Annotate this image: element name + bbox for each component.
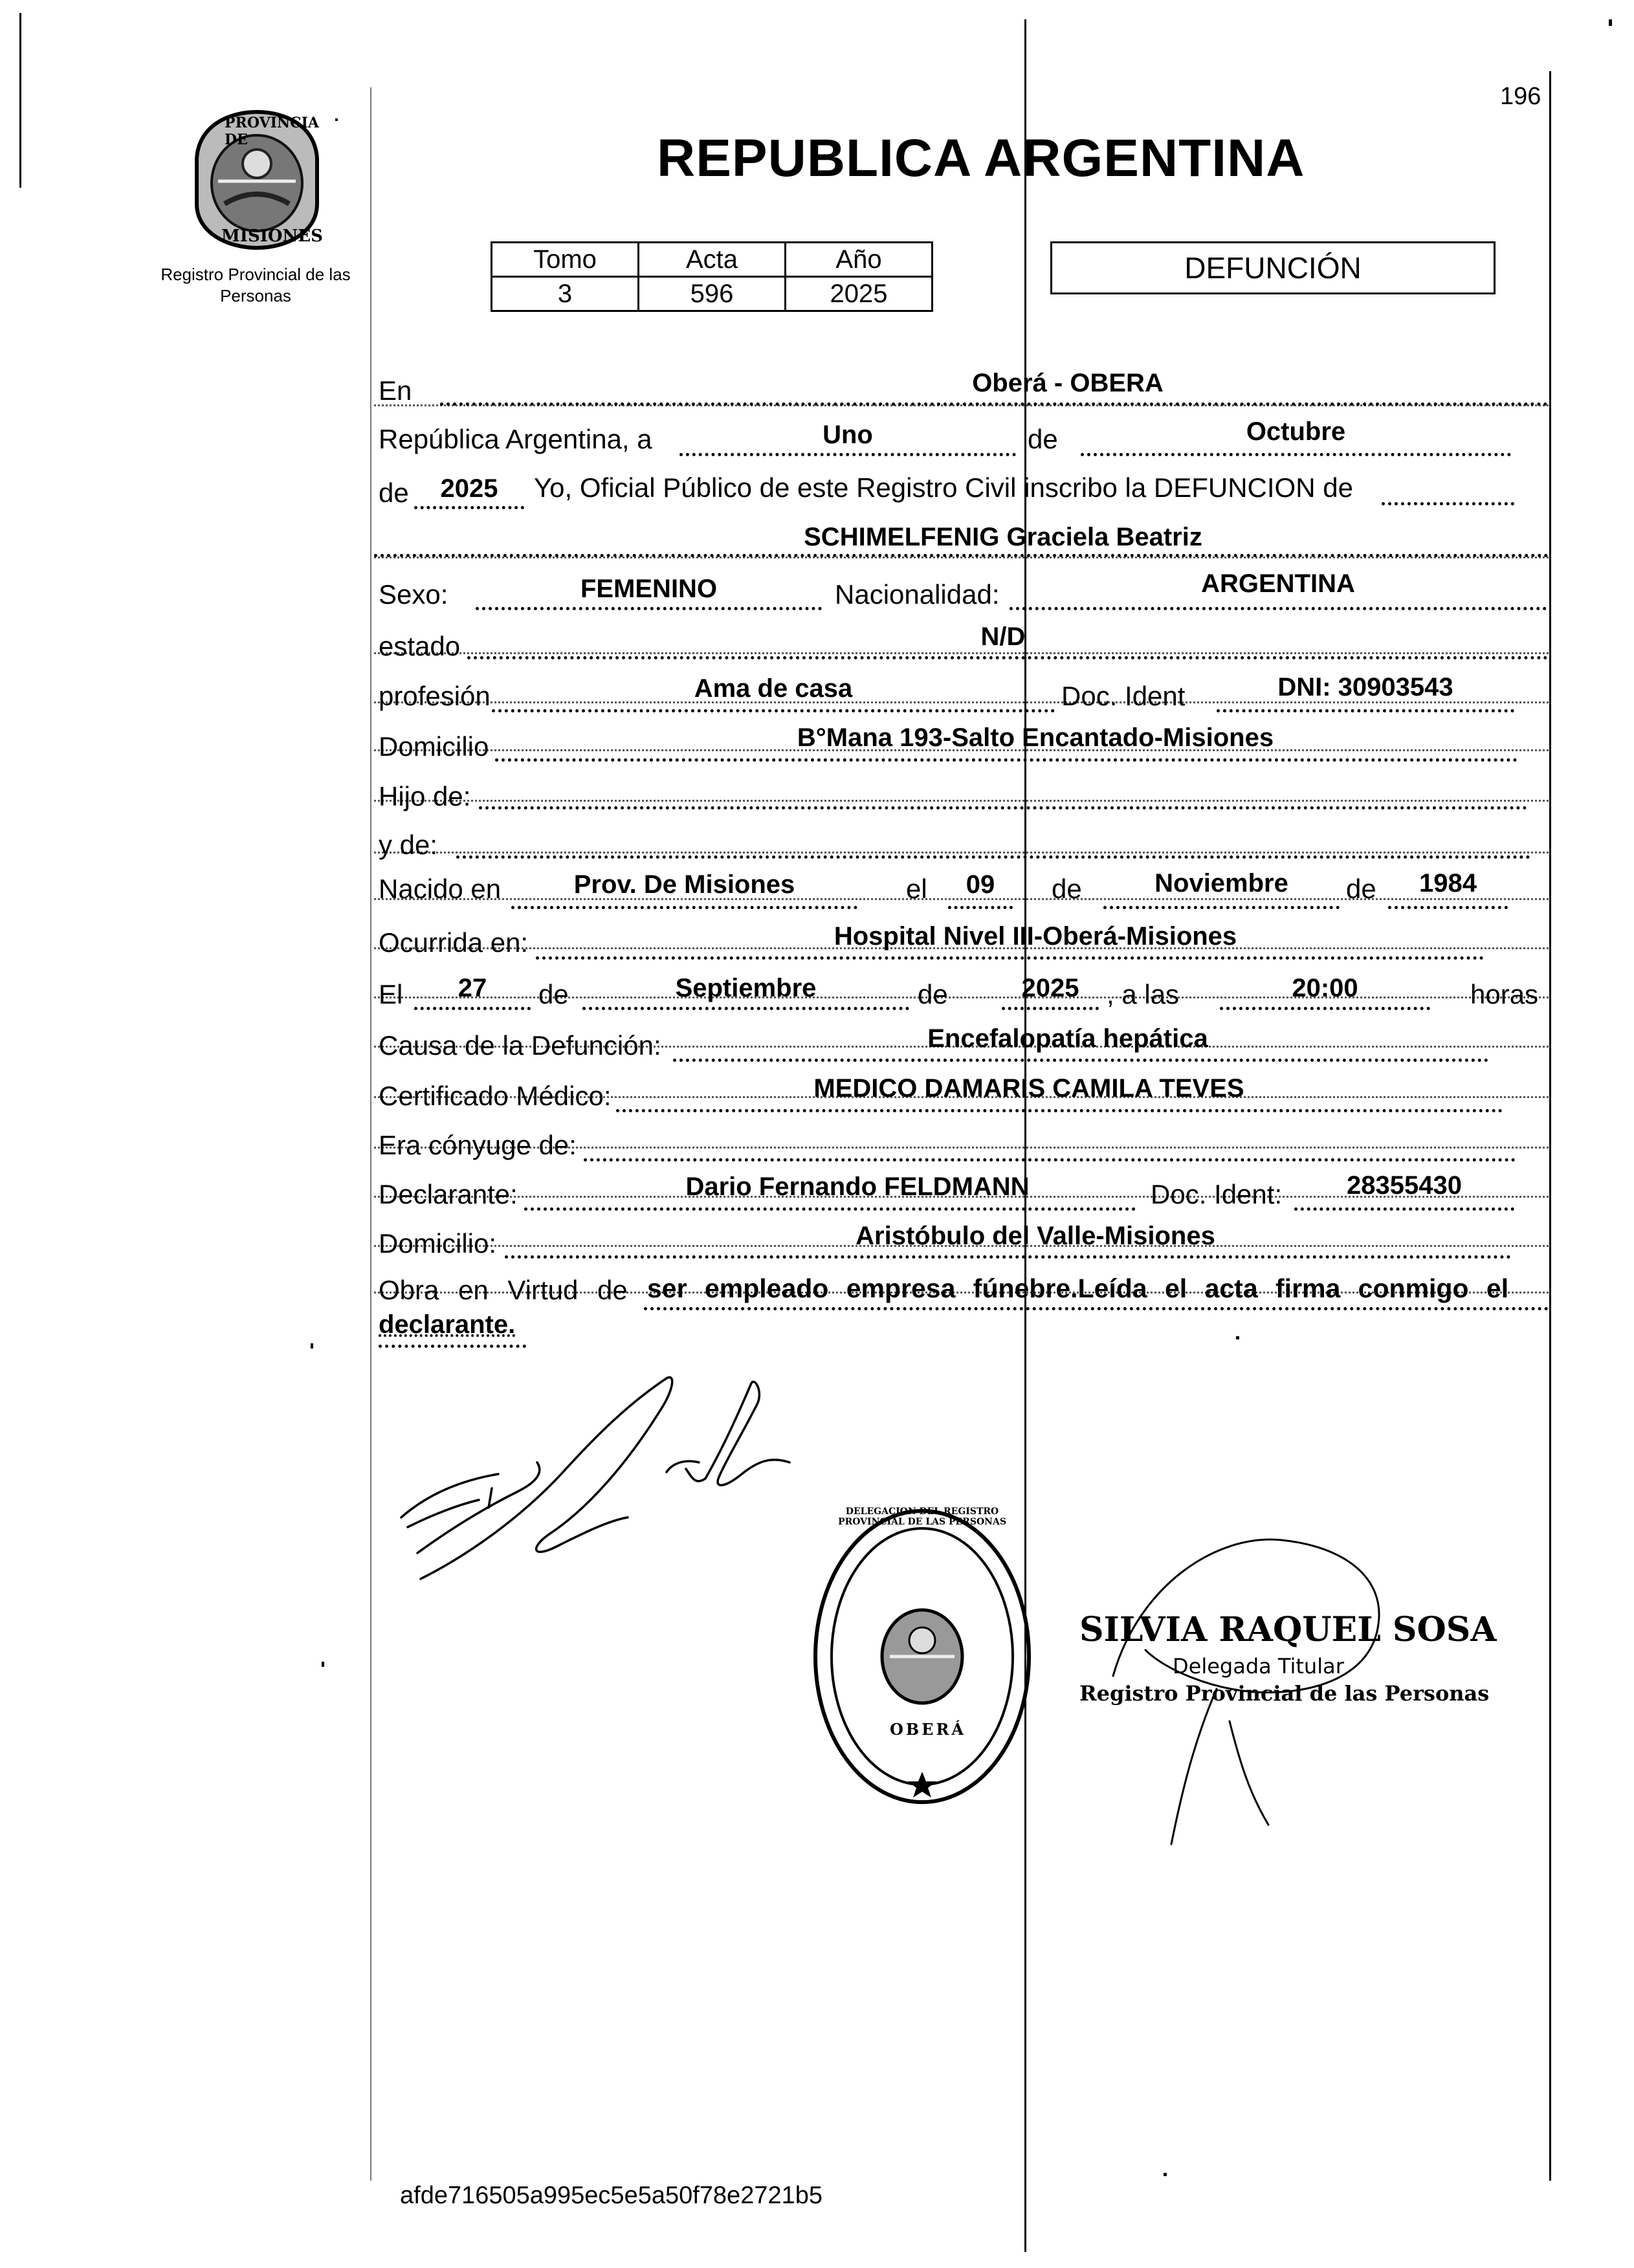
scan-line-left <box>19 13 21 188</box>
causa-label: Causa de la Defunción: <box>379 1030 661 1061</box>
birth-day: 09 <box>966 870 995 899</box>
ocurrida-dots <box>536 956 1484 960</box>
nacido-dots <box>511 906 857 909</box>
sexo-value: FEMENINO <box>580 575 718 603</box>
estado-dots <box>467 656 1548 659</box>
nacido-label: Nacido en <box>379 874 502 904</box>
birth-year-dots <box>1388 906 1508 909</box>
nacionalidad-value: ARGENTINA <box>1201 569 1355 598</box>
certificado-dots <box>616 1109 1503 1112</box>
inscribo-text: Yo, Oficial Público de este Registro Civil inscribo la DEFUNCION de <box>534 472 1353 503</box>
scan-dot <box>311 1343 313 1349</box>
fold-line <box>1024 19 1026 2252</box>
document-type: DEFUNCIÓN <box>1184 251 1362 285</box>
death-de2-label: de <box>918 979 948 1009</box>
crest-lettering-bottom: MISIONES <box>221 226 323 246</box>
domicilio2-label: Domicilio: <box>379 1228 497 1259</box>
domicilio-label: Domicilio <box>379 731 489 762</box>
y-de-label: y de: <box>379 830 438 860</box>
page-right-border <box>1549 71 1551 2181</box>
obra-dots <box>644 1307 1549 1310</box>
domicilio2-value: Aristóbulo del Valle-Misiones <box>856 1222 1215 1250</box>
document-type-box <box>1050 241 1496 294</box>
year-de-label: de <box>379 478 409 508</box>
doc2-value: 28355430 <box>1347 1171 1462 1200</box>
page-number: 196 <box>1500 83 1541 110</box>
day-dots <box>679 453 1016 456</box>
month-de-label: de <box>1028 424 1058 454</box>
declarante-dots <box>524 1207 1136 1211</box>
profesion-value: Ama de casa <box>694 674 853 703</box>
death-month: Septiembre <box>675 974 817 1002</box>
scan-dot <box>335 118 338 121</box>
tomo-header: Tomo <box>492 243 639 277</box>
death-de1-label: de <box>538 979 569 1009</box>
doc2-dots <box>1294 1207 1514 1211</box>
month-value: Octubre <box>1246 417 1346 446</box>
hijo-dots <box>479 806 1527 809</box>
birth-day-dots <box>948 906 1013 909</box>
domicilio2-dots <box>505 1255 1511 1259</box>
estado-label: estado <box>379 631 461 661</box>
ano-value: 2025 <box>786 277 933 311</box>
nacionalidad-label: Nacionalidad: <box>835 579 1000 610</box>
crest-lettering-top: PROVINCIA DE <box>225 115 319 148</box>
obra-label: Obra en Virtud de <box>379 1275 628 1305</box>
birth-de2-label: de <box>1346 874 1376 904</box>
place-dots <box>440 402 1548 406</box>
alas-label: , a las <box>1107 979 1180 1009</box>
province-crest <box>189 107 325 252</box>
obra-text2-dots <box>379 1345 526 1348</box>
death-time: 20:00 <box>1292 974 1358 1002</box>
declarante-label: Declarante: <box>379 1179 518 1209</box>
death-month-dots <box>582 1007 909 1010</box>
birth-de1-label: de <box>1052 874 1082 904</box>
ocurrida-label: Ocurrida en: <box>379 927 529 958</box>
month-dots <box>1081 453 1511 456</box>
year-value: 2025 <box>440 474 498 503</box>
country-title: REPUBLICA ARGENTINA <box>657 129 1305 188</box>
en-label: En <box>379 375 412 406</box>
obra-text: ser empleado empresa fúnebre.Leída el acta firma conmigo el <box>647 1273 1509 1303</box>
official-stamp-office: Registro Provincial de las Personas <box>1079 1681 1490 1706</box>
ano-header: Año <box>786 243 933 277</box>
row-rule <box>374 800 1549 802</box>
scan-dot <box>1236 1336 1239 1339</box>
estado-value: N/D <box>980 622 1026 651</box>
official-seal <box>809 1501 1035 1812</box>
republic-label: República Argentina, a <box>379 424 652 454</box>
causa-value: Encefalopatía hepática <box>927 1024 1208 1053</box>
record-table <box>491 241 933 312</box>
place-value: Oberá - OBERA <box>972 369 1164 397</box>
causa-dots <box>673 1059 1488 1062</box>
doc-label: Doc. Ident <box>1061 681 1186 711</box>
official-stamp-name: SILVIA RAQUEL SOSA <box>1079 1610 1497 1649</box>
conyuge-label: Era cónyuge de: <box>379 1130 577 1160</box>
death-el-label: El <box>379 979 403 1009</box>
scan-dot <box>1609 19 1612 26</box>
document-hash: afde716505a995ec5e5a50f78e2721b5 <box>400 2182 823 2209</box>
sexo-dots <box>476 607 822 610</box>
birth-month-dots <box>1103 906 1340 909</box>
certificado-label: Certificado Médico: <box>379 1081 612 1111</box>
row-rule <box>374 852 1549 853</box>
domicilio-dots <box>495 758 1518 762</box>
death-day: 27 <box>458 974 487 1002</box>
nacido-value: Prov. De Misiones <box>573 870 795 899</box>
row-rule <box>374 652 1549 654</box>
official-stamp-title: Delegada Titular <box>1173 1654 1344 1679</box>
day-words: Uno <box>823 421 873 449</box>
acta-header: Acta <box>639 243 786 277</box>
doc-dots <box>1217 709 1514 712</box>
y-de-dots <box>456 855 1530 859</box>
tomo-value: 3 <box>492 277 639 311</box>
ocurrida-value: Hospital Nivel III-Oberá-Misiones <box>834 922 1237 951</box>
horas-label: horas <box>1470 979 1539 1009</box>
birth-month: Noviembre <box>1154 869 1288 897</box>
profesion-label: profesión <box>379 681 491 711</box>
deceased-name: SCHIMELFENIG Graciela Beatriz <box>804 523 1202 551</box>
death-year-dots <box>1002 1007 1099 1010</box>
death-day-dots <box>414 1007 531 1010</box>
declarante-value: Dario Fernando FELDMANN <box>685 1173 1030 1201</box>
death-year: 2025 <box>1021 974 1079 1002</box>
conyuge-dots <box>584 1158 1516 1162</box>
nacionalidad-dots <box>1010 607 1547 610</box>
obra-text-continued: declarante. <box>379 1310 516 1339</box>
birth-year: 1984 <box>1419 869 1477 897</box>
registry-name: Registro Provincial de las Personas <box>160 265 351 305</box>
scan-dot <box>1164 2173 1167 2176</box>
doc-value: DNI: 30903543 <box>1277 673 1453 701</box>
doc2-label: Doc. Ident: <box>1151 1179 1283 1209</box>
hijo-label: Hijo de: <box>379 781 471 811</box>
page-left-border <box>370 87 371 2181</box>
seal-ring-text: DELEGACION DEL REGISTRO PROVINCIAL DE LAS PERSONAS <box>838 1506 1006 1527</box>
acta-value: 596 <box>639 277 786 311</box>
seal-city: OBERÁ <box>890 1720 967 1739</box>
domicilio-value: B°Mana 193-Salto Encantado-Misiones <box>797 723 1274 752</box>
sexo-label: Sexo: <box>379 579 448 610</box>
certificado-value: MEDICO DAMARIS CAMILA TEVES <box>813 1074 1244 1103</box>
year-dots <box>414 506 524 509</box>
death-time-dots <box>1220 1007 1430 1010</box>
profesion-dots <box>492 709 1055 712</box>
declarant-signature <box>382 1365 835 1611</box>
nacido-el-label: el <box>906 874 927 904</box>
name-dots <box>374 554 1549 557</box>
inscribo-dots <box>1382 502 1514 505</box>
scan-dot <box>322 1662 324 1667</box>
